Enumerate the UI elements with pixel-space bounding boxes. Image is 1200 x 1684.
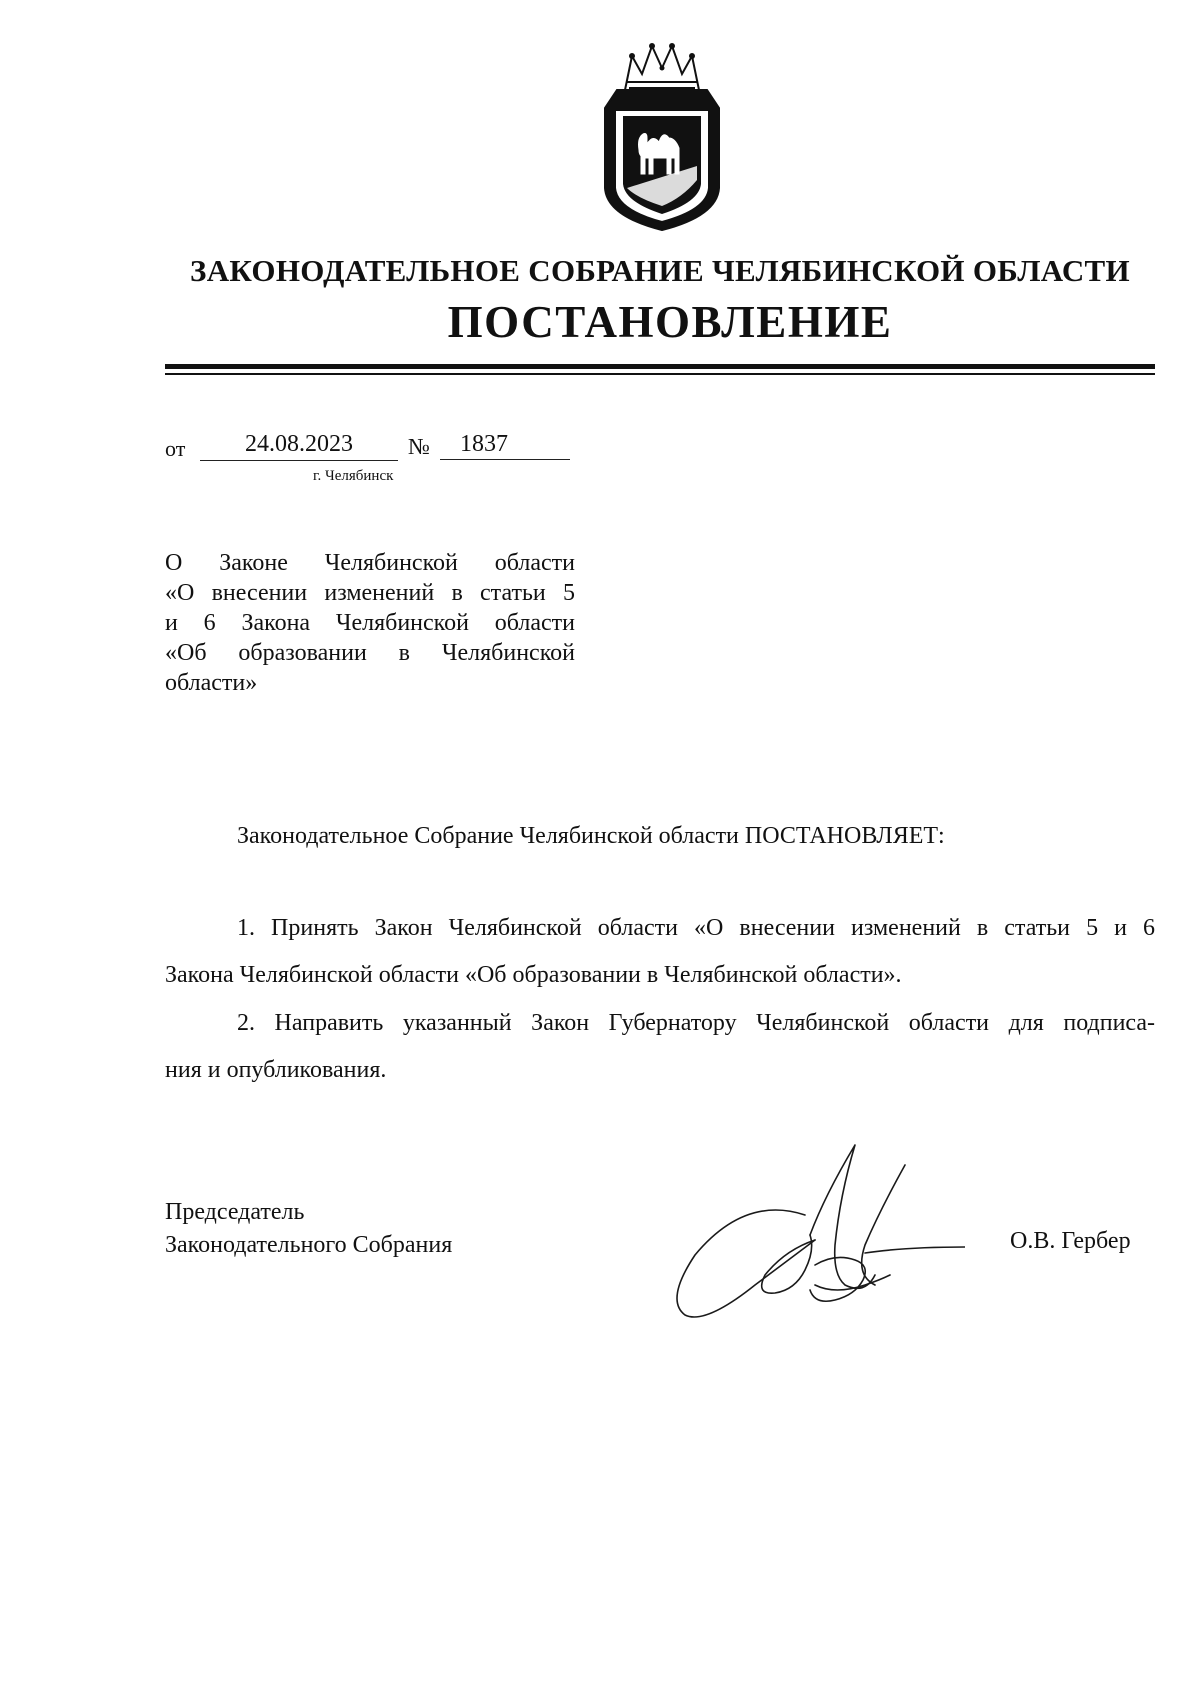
header-divider-thick: [165, 364, 1155, 369]
city-label: г. Челябинск: [313, 468, 394, 484]
resolution-item-1: [165, 905, 1155, 999]
subject-line: и 6 Закона Челябинской области: [165, 610, 575, 636]
subject-line: О Законе Челябинской области: [165, 550, 575, 576]
position-line: Законодательного Собрания: [165, 1232, 453, 1258]
document-subject: [165, 548, 575, 698]
resolves-statement: Законодательное Собрание Челябинской области ПОСТАНОВЛЯЕТ:: [237, 823, 945, 849]
item-text-line: ния и опубликования.: [165, 1057, 387, 1083]
handwritten-signature-icon: [665, 1135, 965, 1325]
number-label: №: [408, 434, 430, 459]
resolution-item-2: [165, 1000, 1155, 1094]
item-text-line: 1. Принять Закон Челябинской области «О внесении изменений в статьи 5 и 6: [237, 915, 1155, 941]
document-type-title: ПОСТАНОВЛЕНИЕ: [447, 297, 893, 347]
position-line: Председатель: [165, 1199, 305, 1225]
signer-name: О.В. Гербер: [1010, 1228, 1131, 1254]
document-number: 1837: [440, 430, 570, 460]
header-divider-thin: [165, 373, 1155, 375]
coat-of-arms-icon: [587, 38, 737, 234]
document-date: 24.08.2023: [200, 430, 398, 461]
item-text-line: 2. Направить указанный Закон Губернатору Челябинской области для подписа-: [237, 1010, 1155, 1036]
subject-line: «О внесении изменений в статьи 5: [165, 580, 575, 606]
organization-title: ЗАКОНОДАТЕЛЬНОЕ СОБРАНИЕ ЧЕЛЯБИНСКОЙ ОБЛАСТИ: [190, 253, 1130, 288]
from-label: от: [165, 436, 186, 461]
subject-line: «Об образовании в Челябинской: [165, 640, 575, 666]
item-text-line: Закона Челябинской области «Об образовании в Челябинской области».: [165, 962, 902, 988]
signatory-position: [165, 1196, 452, 1262]
subject-line: области»: [165, 670, 258, 696]
registration-line: [165, 430, 585, 470]
